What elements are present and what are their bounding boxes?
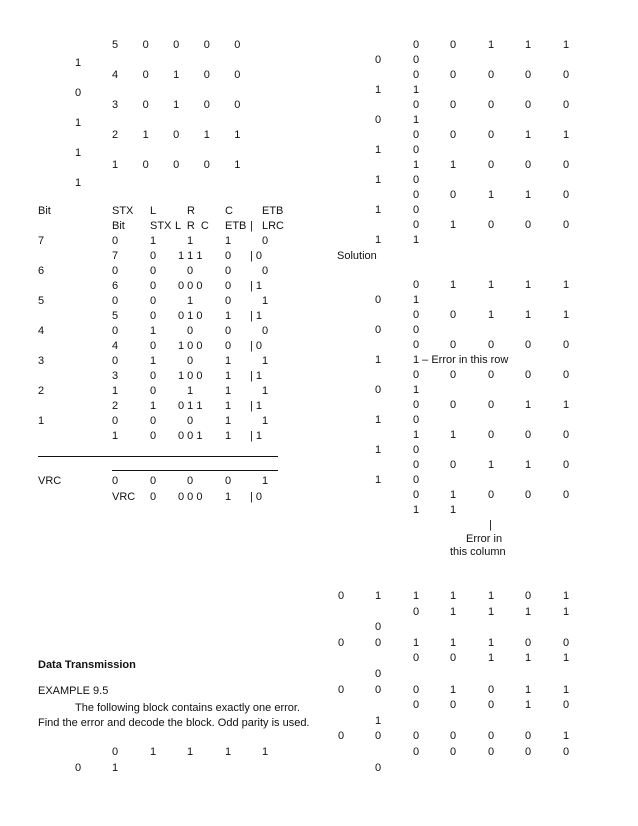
solution-parity: 1 bbox=[375, 354, 382, 366]
right-top-cell: 1 bbox=[450, 159, 457, 171]
table-header-cell: R bbox=[187, 205, 195, 217]
decoded-cell: 1 bbox=[525, 652, 532, 665]
bit-cell: | 0 bbox=[250, 250, 263, 262]
right-top-cell: 0 bbox=[450, 129, 457, 141]
bit-cell: 2 bbox=[112, 400, 119, 412]
solution-cell: 0 bbox=[525, 339, 532, 351]
bit-cell: 1 bbox=[225, 430, 232, 442]
bit-cell: 0 bbox=[112, 265, 119, 277]
right-top-cell: 0 bbox=[525, 159, 532, 171]
solution-cell: 0 bbox=[413, 489, 420, 501]
right-top-parity: 1 bbox=[375, 84, 382, 96]
right-top-cell: 1 bbox=[413, 234, 420, 246]
right-top-cell: 0 bbox=[525, 69, 532, 81]
bit-cell: 0 bbox=[112, 235, 119, 247]
solution-cell: 0 bbox=[488, 369, 495, 381]
solution-cell: 0 bbox=[450, 399, 457, 411]
decoded-cell: 0 bbox=[488, 683, 495, 696]
solution-cell: 1 bbox=[563, 309, 570, 321]
decoded-cell: 1 bbox=[488, 605, 495, 618]
bit-cell: 1 bbox=[262, 385, 269, 397]
decoded-cell: 0 bbox=[525, 746, 532, 758]
decoded-cell: 1 bbox=[525, 605, 532, 618]
vrc-label: VRC bbox=[112, 491, 136, 503]
solution-cell: 1 bbox=[450, 489, 457, 501]
solution-cell: 1 bbox=[450, 279, 457, 291]
solution-cell: 0 bbox=[563, 369, 570, 381]
solution-cell: 0 bbox=[413, 474, 420, 486]
bit-cell: 0 bbox=[150, 370, 157, 382]
section-heading: Data Transmission bbox=[38, 659, 136, 671]
table-header-cell: L R C bbox=[175, 220, 209, 232]
decoded-cell: 0 bbox=[488, 730, 495, 743]
bit-cell: 0 bbox=[150, 430, 157, 442]
solution-cell: 0 bbox=[563, 489, 570, 501]
decoded-cell: 0 bbox=[563, 699, 570, 712]
right-top-cell: 0 bbox=[563, 219, 570, 231]
bit-cell: 0 bbox=[225, 250, 232, 262]
bit-cell: 0 bbox=[262, 235, 269, 247]
solution-cell: 0 bbox=[525, 369, 532, 381]
decoded-bit: 0 bbox=[375, 730, 382, 743]
bit-cell: 1 bbox=[150, 400, 157, 412]
table-header-cell: STX bbox=[112, 205, 134, 217]
solution-label: Solution bbox=[337, 250, 377, 262]
decoded-cell: 1 bbox=[563, 605, 570, 618]
left-top-row: 2 1 0 1 1 bbox=[112, 129, 241, 141]
right-top-cell: 0 bbox=[413, 69, 420, 81]
right-top-cell: 1 bbox=[563, 129, 570, 141]
vrc-cell: 0 bbox=[150, 475, 157, 487]
vrc-cell: | 0 bbox=[250, 491, 263, 503]
left-top-row: 5 0 0 0 0 bbox=[112, 39, 241, 51]
decoded-bit: 0 bbox=[338, 636, 345, 649]
decoded-cell: 1 bbox=[450, 605, 457, 618]
decoded-bit: 0 bbox=[375, 668, 382, 680]
solution-cell: 0 bbox=[413, 444, 420, 456]
right-top-cell: 1 bbox=[488, 189, 495, 201]
solution-cell: 0 bbox=[413, 324, 420, 336]
decoded-cell: 1 bbox=[488, 590, 495, 602]
table-header-cell: STX bbox=[150, 220, 172, 232]
right-top-cell: 1 bbox=[525, 129, 532, 141]
bit-cell: 1 bbox=[112, 430, 119, 442]
bit-cell: 0 bbox=[112, 295, 119, 307]
solution-cell: 1 bbox=[450, 504, 457, 516]
solution-cell: 0 bbox=[563, 429, 570, 441]
bit-cell: 1 bbox=[262, 355, 269, 367]
decoded-cell: 0 bbox=[413, 605, 420, 618]
error-column-pipe: | bbox=[489, 519, 492, 531]
decoded-cell: 0 bbox=[413, 699, 420, 712]
solution-parity: 0 bbox=[375, 384, 382, 396]
decoded-cell: 1 bbox=[563, 730, 570, 743]
decoded-cell: 1 bbox=[563, 590, 570, 602]
bit-row-label: 4 bbox=[38, 325, 45, 337]
decoded-cell: 1 bbox=[525, 683, 532, 696]
example-bit: 0 bbox=[75, 762, 82, 774]
solution-cell: 0 bbox=[525, 489, 532, 501]
table-header-cell: L bbox=[150, 205, 157, 217]
bit-cell: 0 1 0 bbox=[178, 310, 203, 322]
right-top-cell: 1 bbox=[525, 189, 532, 201]
example-bit: 1 bbox=[150, 746, 157, 758]
error-column-label-1: Error in bbox=[466, 533, 503, 545]
right-top-parity: 1 bbox=[375, 144, 382, 156]
bit-cell: 0 bbox=[187, 415, 194, 427]
solution-cell: 1 bbox=[413, 429, 420, 441]
bit-cell: 1 bbox=[225, 355, 232, 367]
decoded-cell: 0 bbox=[563, 746, 570, 758]
bit-row-label: 5 bbox=[38, 295, 45, 307]
decoded-cell: 0 bbox=[450, 652, 457, 665]
right-top-cell: 0 bbox=[488, 129, 495, 141]
bit-cell: 0 bbox=[112, 325, 119, 337]
bit-cell: 1 bbox=[225, 415, 232, 427]
solution-cell: 0 bbox=[413, 414, 420, 426]
bit-cell: 0 bbox=[112, 415, 119, 427]
decoded-cell: 1 bbox=[488, 636, 495, 649]
decoded-bit: 0 bbox=[338, 683, 345, 696]
right-top-cell: 0 bbox=[525, 219, 532, 231]
bit-cell: 1 0 0 bbox=[178, 340, 203, 352]
example-bit: 0 bbox=[112, 746, 119, 758]
vrc-cell: 0 0 0 bbox=[178, 491, 203, 503]
solution-parity: 0 bbox=[375, 294, 382, 306]
right-top-parity: 1 bbox=[375, 234, 382, 246]
left-top-row: 4 0 1 0 0 bbox=[112, 69, 241, 81]
bit-cell: 1 bbox=[150, 235, 157, 247]
vrc-cell: 0 bbox=[150, 491, 157, 503]
right-top-cell: 0 bbox=[450, 189, 457, 201]
solution-parity: 1 bbox=[375, 444, 382, 456]
solution-cell: 0 bbox=[450, 309, 457, 321]
right-top-cell: 0 bbox=[413, 129, 420, 141]
solution-cell: 1 bbox=[525, 279, 532, 291]
right-top-parity: 0 bbox=[375, 114, 382, 126]
solution-cell: 0 bbox=[413, 459, 420, 471]
solution-cell: 1 bbox=[413, 384, 420, 396]
bit-cell: 0 bbox=[225, 325, 232, 337]
solution-cell: 0 bbox=[413, 279, 420, 291]
table-header-cell: C bbox=[225, 205, 233, 217]
left-top-row: 1 bbox=[75, 117, 82, 129]
decoded-bit: 0 bbox=[375, 636, 382, 649]
table-header-cell: LRC bbox=[262, 220, 285, 232]
bit-cell: 0 bbox=[187, 325, 194, 337]
bit-cell: 1 bbox=[225, 385, 232, 397]
vrc-cell: 0 bbox=[112, 475, 119, 487]
solution-cell: 1 bbox=[488, 309, 495, 321]
decoded-cell: 0 bbox=[413, 683, 420, 696]
decoded-cell: 0 bbox=[413, 746, 420, 758]
right-top-cell: 1 bbox=[450, 219, 457, 231]
example-bit: 1 bbox=[112, 762, 119, 774]
table-header-cell: ETB bbox=[225, 220, 247, 232]
solution-cell: 1 bbox=[563, 279, 570, 291]
solution-cell: 0 bbox=[563, 339, 570, 351]
solution-cell: 1 bbox=[450, 429, 457, 441]
bit-row-label: 1 bbox=[38, 415, 45, 427]
bit-cell: 0 0 1 bbox=[178, 430, 203, 442]
table-header-cell: Bit bbox=[38, 205, 51, 217]
solution-cell: 1 bbox=[413, 294, 420, 306]
right-top-cell: 1 bbox=[413, 84, 420, 96]
bit-cell: 7 bbox=[112, 250, 119, 262]
bit-cell: 1 bbox=[225, 235, 232, 247]
right-top-cell: 0 bbox=[413, 39, 420, 51]
bit-cell: 0 bbox=[112, 355, 119, 367]
decoded-cell: 1 bbox=[450, 590, 457, 602]
decoded-cell: 1 bbox=[563, 652, 570, 665]
decoded-cell: 0 bbox=[450, 746, 457, 758]
vrc-cell: 1 bbox=[225, 491, 232, 503]
right-top-cell: 0 bbox=[450, 69, 457, 81]
solution-cell: 0 bbox=[488, 489, 495, 501]
decoded-cell: 0 bbox=[450, 699, 457, 712]
bit-cell: | 1 bbox=[250, 370, 263, 382]
example-bit: 1 bbox=[225, 746, 232, 758]
bit-cell: 5 bbox=[112, 310, 119, 322]
decoded-cell: 1 bbox=[525, 699, 532, 712]
right-top-cell: 0 bbox=[450, 99, 457, 111]
solution-cell: 1 bbox=[525, 309, 532, 321]
bit-cell: 0 bbox=[262, 325, 269, 337]
right-top-cell: 0 bbox=[488, 99, 495, 111]
bit-cell: 6 bbox=[112, 280, 119, 292]
right-top-cell: 1 bbox=[488, 39, 495, 51]
decoded-cell: 0 bbox=[525, 730, 532, 743]
right-top-parity: 1 bbox=[375, 174, 382, 186]
right-top-parity: 1 bbox=[375, 204, 382, 216]
left-top-row: 1 bbox=[75, 57, 82, 69]
decoded-cell: 1 bbox=[488, 652, 495, 665]
bit-cell: | 1 bbox=[250, 430, 263, 442]
solution-cell: 1 bbox=[488, 279, 495, 291]
right-top-cell: 0 bbox=[413, 204, 420, 216]
bit-row-label: 2 bbox=[38, 385, 45, 397]
bit-cell: 1 bbox=[262, 415, 269, 427]
bit-cell: 0 bbox=[150, 250, 157, 262]
decoded-cell: 0 bbox=[488, 699, 495, 712]
table-header-cell: Bit bbox=[112, 220, 125, 232]
example-bit: 1 bbox=[187, 746, 194, 758]
solution-cell: 1 – Error in this row bbox=[413, 354, 509, 366]
bit-cell: 0 bbox=[150, 265, 157, 277]
bit-cell: | 1 bbox=[250, 400, 263, 412]
right-top-cell: 0 bbox=[563, 69, 570, 81]
solution-parity: 1 bbox=[375, 474, 382, 486]
bit-row-label: 7 bbox=[38, 235, 45, 247]
bit-cell: 0 bbox=[150, 415, 157, 427]
decoded-bit: 0 bbox=[375, 761, 382, 774]
right-top-cell: 0 bbox=[413, 99, 420, 111]
example-text-line-2: Find the error and decode the block. Odd parity is used. bbox=[38, 717, 310, 729]
solution-cell: 0 bbox=[563, 459, 570, 471]
solution-cell: 0 bbox=[488, 399, 495, 411]
right-top-cell: 1 bbox=[413, 159, 420, 171]
solution-cell: 0 bbox=[413, 399, 420, 411]
bit-cell: 0 bbox=[150, 310, 157, 322]
solution-cell: 0 bbox=[413, 309, 420, 321]
bit-row-label: 6 bbox=[38, 265, 45, 277]
bit-cell: 0 bbox=[225, 340, 232, 352]
table-header-cell: | bbox=[250, 220, 253, 232]
decoded-cell: 1 bbox=[413, 590, 420, 602]
bit-cell: 1 bbox=[150, 355, 157, 367]
decoded-bit: 0 bbox=[338, 590, 345, 602]
example-label: EXAMPLE 9.5 bbox=[38, 685, 109, 697]
bit-cell: 1 bbox=[150, 325, 157, 337]
decoded-bit: 1 bbox=[375, 714, 382, 727]
solution-cell: 0 bbox=[450, 369, 457, 381]
left-top-row: 1 bbox=[75, 147, 82, 159]
bit-cell: 1 bbox=[225, 400, 232, 412]
example-text-line-1: The following block contains exactly one error. bbox=[75, 702, 301, 714]
solution-parity: 1 bbox=[375, 414, 382, 426]
bit-cell: 0 bbox=[225, 295, 232, 307]
bit-cell: 1 bbox=[187, 235, 194, 247]
decoded-cell: 0 bbox=[563, 636, 570, 649]
right-top-cell: 0 bbox=[413, 144, 420, 156]
vrc-cell: 0 bbox=[187, 475, 194, 487]
bit-cell: 0 bbox=[150, 385, 157, 397]
right-top-cell: 0 bbox=[563, 159, 570, 171]
left-top-row: 3 0 1 0 0 bbox=[112, 99, 241, 111]
right-top-cell: 1 bbox=[413, 114, 420, 126]
bit-cell: 3 bbox=[112, 370, 119, 382]
solution-cell: 0 bbox=[525, 429, 532, 441]
right-top-cell: 1 bbox=[525, 39, 532, 51]
decoded-cell: 0 bbox=[413, 730, 420, 743]
bit-cell: 1 bbox=[262, 295, 269, 307]
bit-cell: 1 0 0 bbox=[178, 370, 203, 382]
solution-cell: 1 bbox=[525, 459, 532, 471]
right-top-cell: 0 bbox=[563, 99, 570, 111]
bit-cell: 1 bbox=[187, 385, 194, 397]
right-top-cell: 0 bbox=[488, 219, 495, 231]
table-header-cell: ETB bbox=[262, 205, 284, 217]
bit-cell: 0 bbox=[225, 280, 232, 292]
right-top-cell: 0 bbox=[413, 219, 420, 231]
solution-cell: 1 bbox=[413, 504, 420, 516]
bit-cell: 1 bbox=[187, 295, 194, 307]
bit-cell: | 0 bbox=[250, 340, 263, 352]
bit-cell: 0 bbox=[150, 295, 157, 307]
bit-cell: | 1 bbox=[250, 280, 263, 292]
decoded-cell: 1 bbox=[413, 636, 420, 649]
decoded-cell: 1 bbox=[563, 683, 570, 696]
right-top-cell: 0 bbox=[525, 99, 532, 111]
solution-cell: 0 bbox=[488, 429, 495, 441]
decoded-cell: 0 bbox=[525, 636, 532, 649]
solution-parity: 0 bbox=[375, 324, 382, 336]
bit-cell: 0 bbox=[262, 265, 269, 277]
error-column-label-2: this column bbox=[450, 546, 506, 558]
decoded-cell: 0 bbox=[525, 590, 532, 602]
bit-cell: 1 bbox=[225, 370, 232, 382]
solution-cell: 0 bbox=[450, 459, 457, 471]
decoded-cell: 1 bbox=[450, 636, 457, 649]
bit-cell: 0 1 1 bbox=[178, 400, 203, 412]
solution-cell: 1 bbox=[488, 459, 495, 471]
right-top-cell: 0 bbox=[488, 159, 495, 171]
table-rule bbox=[38, 456, 278, 457]
decoded-cell: 1 bbox=[450, 683, 457, 696]
bit-row-label: 3 bbox=[38, 355, 45, 367]
right-top-cell: 1 bbox=[563, 39, 570, 51]
decoded-bit: 1 bbox=[375, 590, 382, 602]
solution-cell: 1 bbox=[525, 399, 532, 411]
right-top-cell: 0 bbox=[413, 54, 420, 66]
left-top-row: 0 bbox=[75, 87, 82, 99]
bit-cell: 0 0 0 bbox=[178, 280, 203, 292]
bit-cell: 0 bbox=[225, 265, 232, 277]
right-top-cell: 0 bbox=[413, 189, 420, 201]
bit-cell: 0 bbox=[150, 280, 157, 292]
decoded-bit: 0 bbox=[375, 683, 382, 696]
solution-cell: 0 bbox=[450, 339, 457, 351]
bit-cell: 1 bbox=[225, 310, 232, 322]
right-top-cell: 0 bbox=[488, 69, 495, 81]
bit-cell: 1 1 1 bbox=[178, 250, 203, 262]
left-top-row: 1 bbox=[75, 177, 82, 189]
bit-cell: 1 bbox=[112, 385, 119, 397]
decoded-bit: 0 bbox=[375, 621, 382, 634]
bit-cell: 0 bbox=[150, 340, 157, 352]
right-top-cell: 0 bbox=[413, 174, 420, 186]
table-rule bbox=[112, 470, 278, 471]
solution-cell: 0 bbox=[413, 369, 420, 381]
bit-cell: 4 bbox=[112, 340, 119, 352]
right-top-cell: 0 bbox=[563, 189, 570, 201]
left-top-row: 1 0 0 0 1 bbox=[112, 159, 241, 171]
decoded-cell: 0 bbox=[488, 746, 495, 758]
bit-cell: 0 bbox=[187, 355, 194, 367]
example-bit: 1 bbox=[262, 746, 269, 758]
right-top-cell: 0 bbox=[450, 39, 457, 51]
decoded-bit: 0 bbox=[338, 730, 345, 743]
solution-cell: 0 bbox=[413, 339, 420, 351]
bit-cell: 0 bbox=[187, 265, 194, 277]
right-top-parity: 0 bbox=[375, 54, 382, 66]
vrc-cell: 0 bbox=[225, 475, 232, 487]
decoded-cell: 0 bbox=[413, 652, 420, 665]
solution-cell: 0 bbox=[488, 339, 495, 351]
vrc-cell: 1 bbox=[262, 475, 269, 487]
vrc-label: VRC bbox=[38, 475, 62, 487]
solution-cell: 1 bbox=[563, 399, 570, 411]
bit-cell: | 1 bbox=[250, 310, 263, 322]
decoded-cell: 0 bbox=[450, 730, 457, 743]
